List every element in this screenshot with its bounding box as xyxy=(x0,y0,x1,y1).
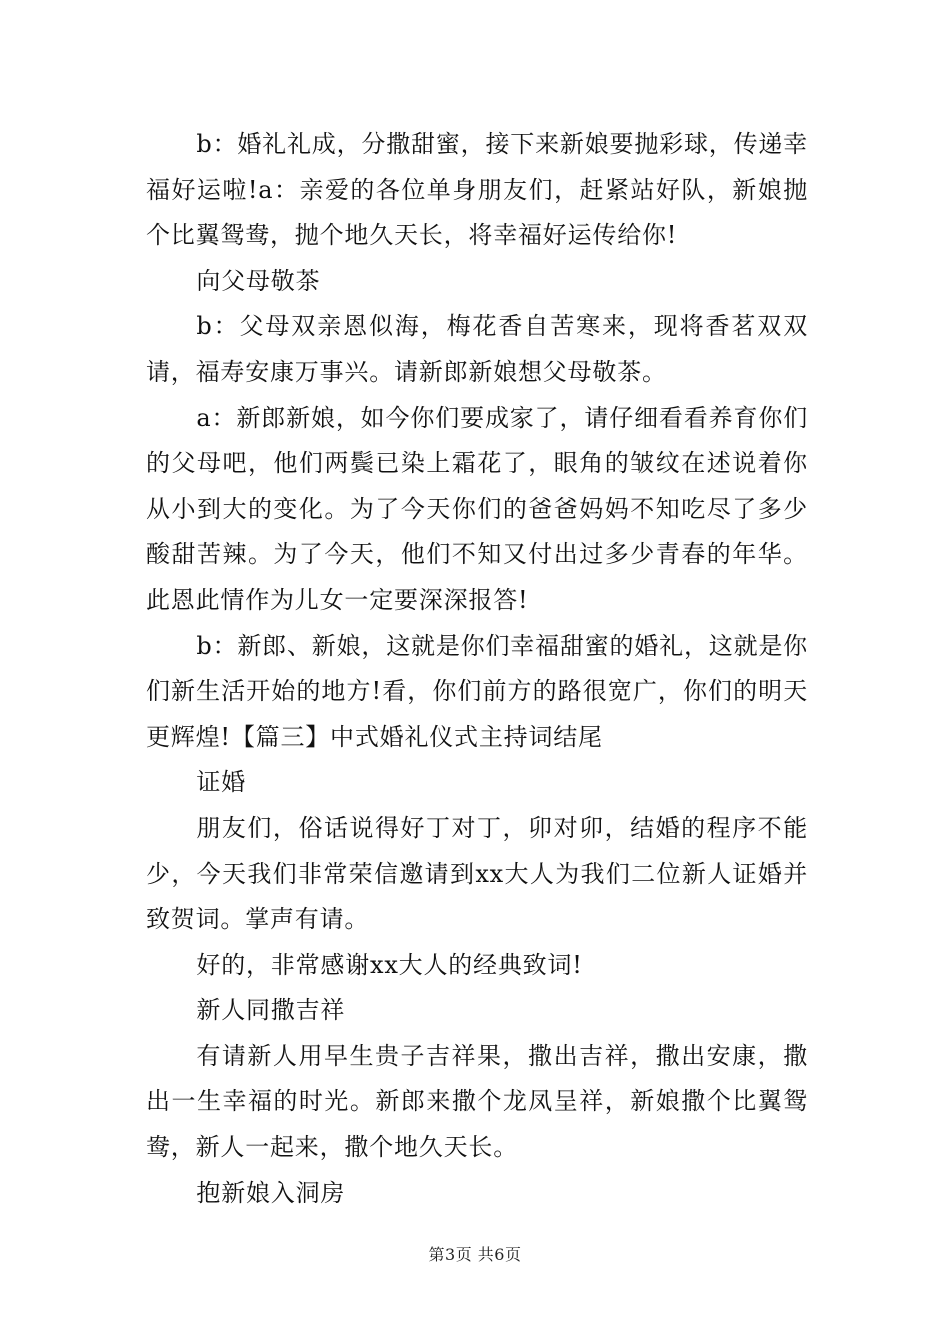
paragraph-tea-invitation: b：父母双亲恩似海，梅花香自苦寒来，现将香茗双双请，福寿安康万事兴。请新郎新娘想父母敬茶。 xyxy=(146,312,808,386)
paragraph-toss-bouquet: b：婚礼礼成，分撒甜蜜，接下来新娘要抛彩球，传递幸福好运啦!a：亲爱的各位单身朋友们，赶紧站好队，新娘抛个比翼鸳鸯，抛个地久天长，将幸福好运传给你! xyxy=(146,130,808,250)
heading-witness: 证婚 xyxy=(196,768,246,797)
paragraph-witness-invitation: 朋友们，俗话说得好丁对丁，卯对卯，结婚的程序不能少，今天我们非常荣信邀请到xx大人为我们二位新人证婚并致贺词。掌声有请。 xyxy=(146,813,808,934)
paragraph-wedding-blessing: b：新郎、新娘，这就是你们幸福甜蜜的婚礼，这就是你们新生活开始的地方!看，你们前方的路很宽广，你们的明天更辉煌!【篇三】中式婚礼仪式主持词结尾 xyxy=(146,631,808,751)
paragraph-gratitude-to-parents: a：新郎新娘，如今你们要成家了，请仔细看看养育你们的父母吧，他们两鬓已染上霜花了，眼角的皱纹在述说着你从小到大的变化。为了今天你们的爸爸妈妈不知吃尽了多少酸甜苦辣。为了今天，他们不知又付出过多少青春的年华。此恩此情作为儿女一定要深深报答! xyxy=(146,403,808,614)
document-body xyxy=(146,122,808,1216)
heading-serve-tea-to-parents: 向父母敬茶 xyxy=(196,266,321,295)
paragraph-thanks: 好的，非常感谢xx大人的经典致词! xyxy=(196,950,583,979)
paragraph-scatter-blessings: 有请新人用早生贵子吉祥果，撒出吉祥，撒出安康，撒出一生幸福的时光。新郎来撒个龙凤呈祥，新娘撒个比翼鸳鸯，新人一起来，撒个地久天长。 xyxy=(146,1041,808,1162)
heading-scatter-blessings: 新人同撒吉祥 xyxy=(196,996,346,1025)
heading-carry-bride: 抱新娘入洞房 xyxy=(196,1178,346,1207)
page-number-footer: 第3页 共6页 xyxy=(428,1245,522,1264)
